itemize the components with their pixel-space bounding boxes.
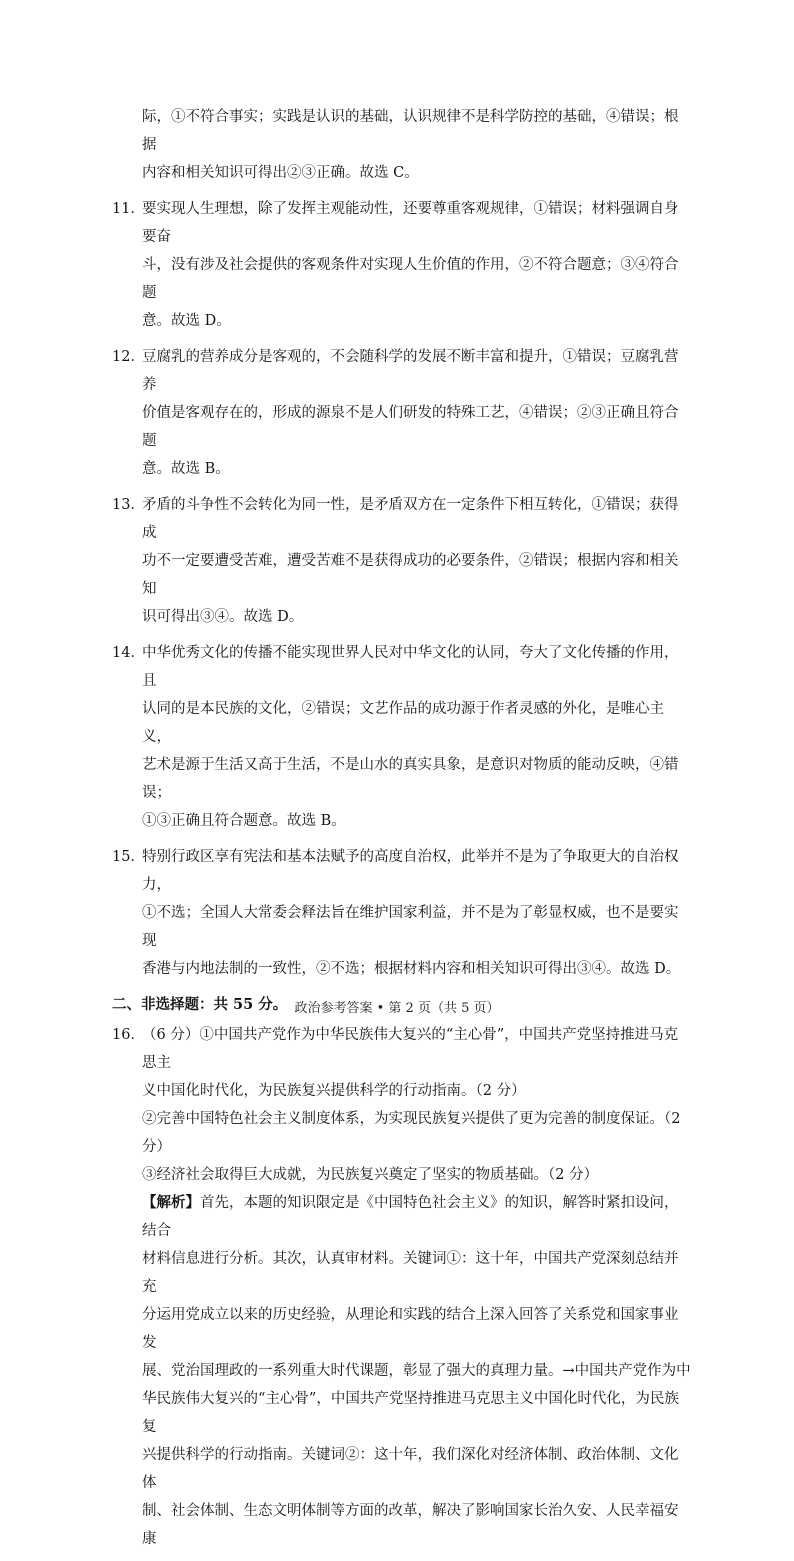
- answer-item-12: [112, 343, 692, 483]
- text-line: ②完善中国特色社会主义制度体系，为实现民族复兴提供了更为完善的制度保证。（2 分）: [142, 1111, 681, 1155]
- text-line: 特别行政区享有宪法和基本法赋予的高度自治权，此举并不是为了争取更大的自治权力，: [142, 849, 679, 893]
- text-line: 材料信息进行分析。其次，认真审材料。关键词①：这十年，中国共产党深刻总结并充: [142, 1251, 679, 1295]
- analysis-tag: 【解析】: [142, 1194, 200, 1211]
- text-line: 意。故选 B。: [142, 461, 230, 477]
- text-line: ①不选；全国人大常委会释法旨在维护国家利益，并不是为了彰显权威，也不是要实现: [142, 905, 679, 949]
- text-line: 功不一定要遭受苦难，遭受苦难不是获得成功的必要条件，②错误；根据内容和相关知: [142, 553, 679, 597]
- text-line: 中华优秀文化的传播不能实现世界人民对中华文化的认同，夸大了文化传播的作用，且: [142, 645, 679, 689]
- text-line: 义中国化时代化，为民族复兴提供科学的行动指南。（2 分）: [142, 1083, 526, 1099]
- continued-paragraph: [112, 103, 692, 187]
- text-line: （6 分）①中国共产党作为中华民族伟大复兴的“主心骨”，中国共产党坚持推进马克思主: [142, 1027, 679, 1071]
- item-number: 16．: [112, 1027, 145, 1043]
- text-line: 内容和相关知识可得出②③正确。故选 C。: [142, 165, 419, 181]
- text-line: ③经济社会取得巨大成就，为民族复兴奠定了坚实的物质基础。（2 分）: [142, 1167, 599, 1183]
- text-line: ①③正确且符合题意。故选 B。: [142, 813, 346, 829]
- answer-item-15: [112, 843, 692, 983]
- text-line: 价值是客观存在的，形成的源泉不是人们研发的特殊工艺，④错误；②③正确且符合题: [142, 405, 679, 449]
- text-line: 认同的是本民族的文化，②错误；文艺作品的成功源于作者灵感的外化，是唯心主义，: [142, 701, 664, 745]
- answer-item-16: [112, 1021, 692, 1553]
- text-line: 矛盾的斗争性不会转化为同一性，是矛盾双方在一定条件下相互转化，①错误；获得成: [142, 497, 679, 541]
- text-line: 展、党治国理政的一系列重大时代课题，彰显了强大的真理力量。→中国共产党作为中: [142, 1363, 691, 1379]
- text-line: 兴提供科学的行动指南。关键词②：这十年，我们深化对经济体制、政治体制、文化体: [142, 1447, 679, 1491]
- text-line: 制、社会体制、生态文明体制等方面的改革，解决了影响国家长治久安、人民幸福安康: [142, 1503, 679, 1547]
- answer-content: [112, 103, 692, 1561]
- answer-item-13: [112, 491, 692, 631]
- answer-item-11: [112, 195, 692, 335]
- item-number: 13．: [112, 497, 145, 513]
- item-number: 15．: [112, 849, 145, 865]
- text-line: 首先，本题的知识限定是《中国特色社会主义》的知识，解答时紧扣设问，结合: [142, 1195, 679, 1239]
- text-line: 华民族伟大复兴的“主心骨”，中国共产党坚持推进马克思主义中国化时代化，为民族复: [142, 1391, 679, 1435]
- item-number: 14．: [112, 645, 145, 661]
- item-number: 11．: [112, 201, 145, 217]
- text-line: 意。故选 D。: [142, 313, 231, 329]
- text-line: 斗，没有涉及社会提供的客观条件对实现人生价值的作用，②不符合题意；③④符合题: [142, 257, 679, 301]
- item-number: 12．: [112, 349, 145, 365]
- section-heading: 二、非选择题：共 55 分。: [112, 996, 288, 1013]
- text-line: 要实现人生理想，除了发挥主观能动性，还要尊重客观规律，①错误；材料强调自身要奋: [142, 201, 679, 245]
- text-line: 识可得出③④。故选 D。: [142, 609, 304, 625]
- page-footer: 政治参考答案 • 第 2 页（共 5 页）: [294, 1001, 500, 1016]
- text-line: 豆腐乳的营养成分是客观的，不会随科学的发展不断丰富和提升，①错误；豆腐乳营养: [142, 349, 679, 393]
- answer-item-14: [112, 639, 692, 835]
- analysis-first-line: [142, 1189, 692, 1245]
- text-line: 分运用党成立以来的历史经验，从理论和实践的结合上深入回答了关系党和国家事业发: [142, 1307, 679, 1351]
- text-line: 际，①不符合事实；实践是认识的基础，认识规律不是科学防控的基础，④错误；根据: [142, 109, 679, 153]
- text-line: 香港与内地法制的一致性，②不选；根据材料内容和相关知识可得出③④。故选 D。: [142, 961, 681, 977]
- text-line: 艺术是源于生活又高于生活，不是山水的真实具象，是意识对物质的能动反映，④错误；: [142, 757, 679, 801]
